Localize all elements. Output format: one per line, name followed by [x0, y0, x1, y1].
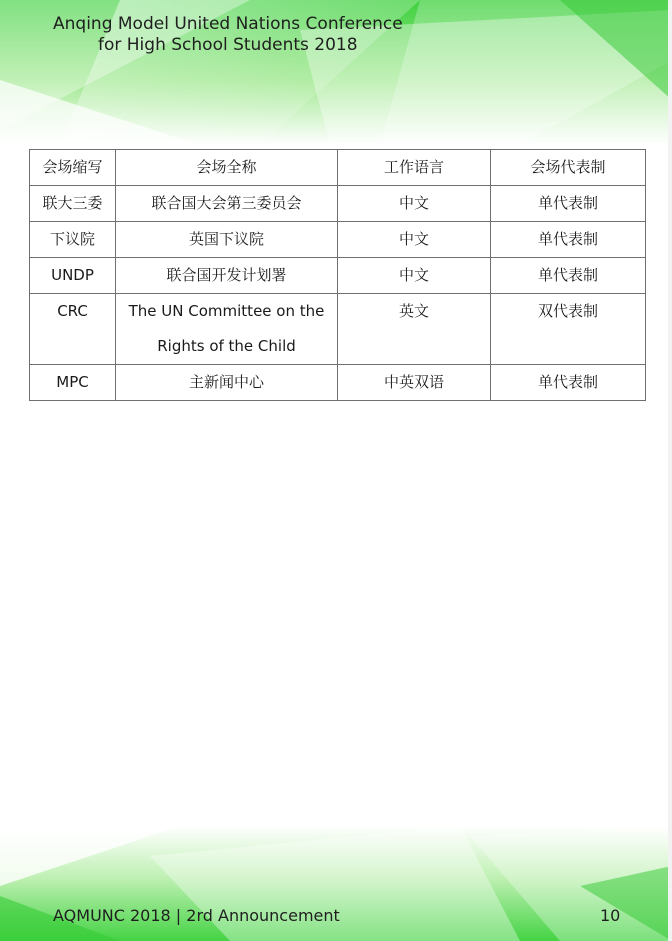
conference-title — [53, 14, 473, 56]
page-edge — [668, 0, 672, 941]
page-number: 10 — [600, 906, 621, 925]
cell-full-name — [116, 294, 338, 365]
committee-table — [29, 149, 646, 401]
cell-full-name: 联合国开发计划署 — [116, 258, 338, 294]
header-full-name: 会场全称 — [116, 150, 338, 186]
header-working-language: 工作语言 — [338, 150, 491, 186]
footer-announcement: AQMUNC 2018 | 2rd Announcement — [53, 906, 340, 925]
table-row — [30, 365, 646, 401]
header-abbreviation: 会场缩写 — [30, 150, 116, 186]
cell-working-language: 中文 — [338, 222, 491, 258]
cell-working-language: 中文 — [338, 186, 491, 222]
cell-delegation-type: 单代表制 — [491, 365, 646, 401]
cell-abbreviation: 联大三委 — [30, 186, 116, 222]
cell-abbreviation: CRC — [30, 294, 116, 365]
cell-working-language: 中英双语 — [338, 365, 491, 401]
cell-delegation-type: 单代表制 — [491, 258, 646, 294]
cell-delegation-type: 单代表制 — [491, 222, 646, 258]
table-row — [30, 258, 646, 294]
cell-full-name: 英国下议院 — [116, 222, 338, 258]
cell-working-language: 中文 — [338, 258, 491, 294]
cell-working-language: 英文 — [338, 294, 491, 365]
cell-full-name-line1: The UN Committee on the — [128, 302, 325, 320]
cell-delegation-type: 单代表制 — [491, 186, 646, 222]
table-row — [30, 294, 646, 365]
cell-full-name: 联合国大会第三委员会 — [116, 186, 338, 222]
cell-full-name-line2: Rights of the Child — [157, 337, 296, 355]
table-row — [30, 222, 646, 258]
conference-title-line2: for High School Students 2018 — [98, 35, 358, 55]
table-row — [30, 186, 646, 222]
cell-abbreviation: UNDP — [30, 258, 116, 294]
header-delegation-type: 会场代表制 — [491, 150, 646, 186]
cell-full-name: 主新闻中心 — [116, 365, 338, 401]
cell-abbreviation: 下议院 — [30, 222, 116, 258]
cell-abbreviation: MPC — [30, 365, 116, 401]
cell-delegation-type: 双代表制 — [491, 294, 646, 365]
conference-title-line1: Anqing Model United Nations Conference — [53, 14, 403, 34]
table-header-row — [30, 150, 646, 186]
